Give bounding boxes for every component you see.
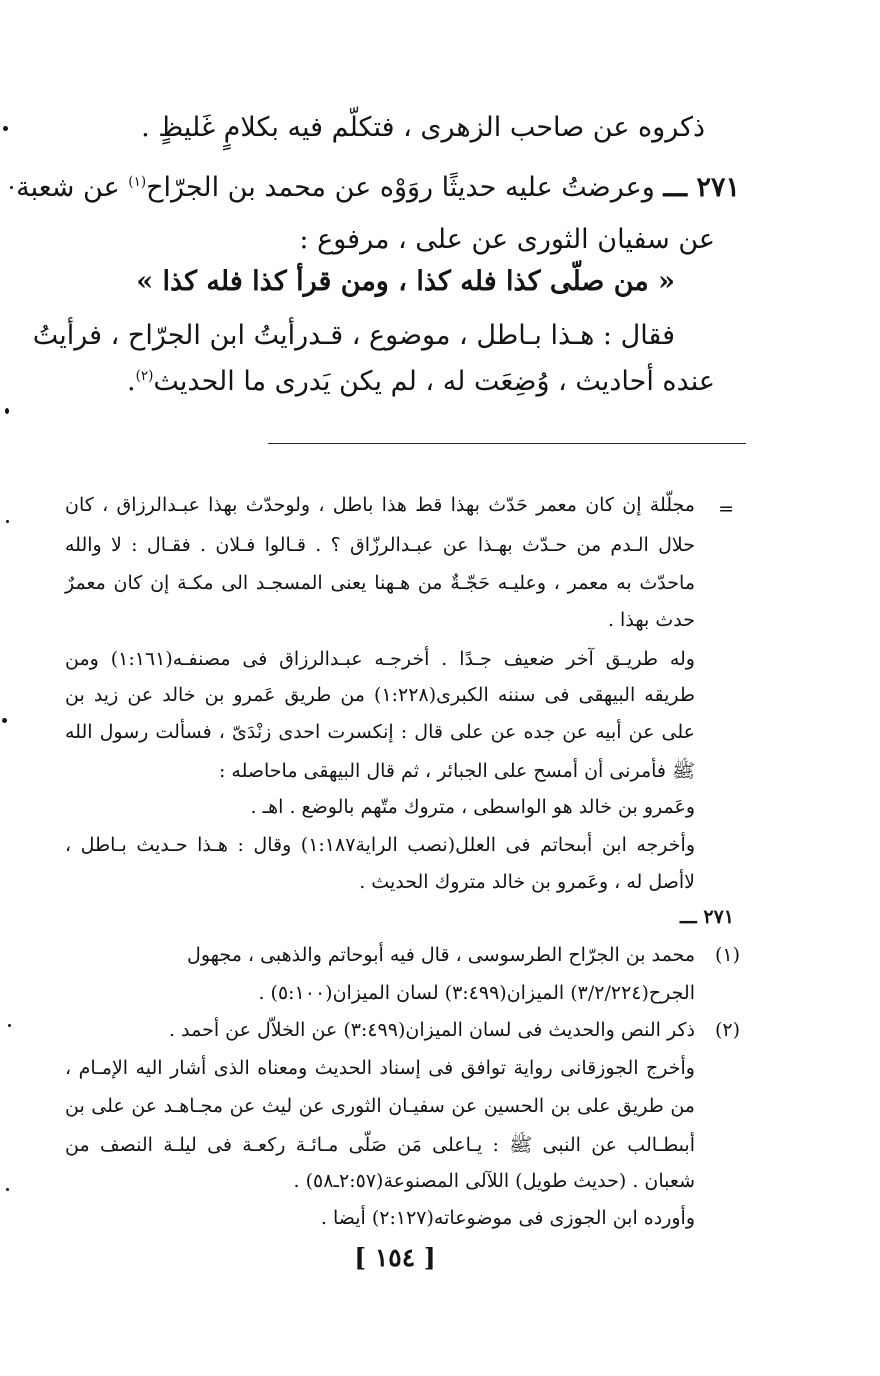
note-2-line-2: وأخرج الجوزقانى رواية توافق فى إسناد الحديث ومعناه الذى أشار اليه الإمـام ، — [65, 1057, 695, 1079]
page-number: [ ١٥٤ ] — [354, 1243, 436, 1272]
fn-para2-line-1: وله طريـق آخر ضعيف جـدًا . أخرجـه عبـدالرزاق فى مصنفـه(١:١٦١) ومن — [65, 648, 695, 670]
note-2-number: (٢) — [714, 1019, 740, 1041]
main-line-2 — [16, 172, 740, 203]
main-line-1: ذكروه عن صاحب الزهرى ، فتكلّم فيه بكلامٍ غَليظٍ . — [141, 112, 705, 143]
scan-speck — [6, 1188, 9, 1191]
note-1-line-2: الجرح(٣/٢/٢٢٤) الميزان(٣:٤٩٩) لسان الميزان(٥:١٠٠) . — [258, 982, 695, 1004]
note-2-line-4: أبىطـالب عن النبى ﷺ : يـاعلى مَن صَلّى مـائـة ركعـة فى ليلـة النصف من — [65, 1134, 695, 1156]
fn-para2-line-7: لاأصل له ، وعَمرو بن خالد متروك الحديث . — [359, 871, 695, 893]
scan-speck — [6, 520, 9, 523]
footnote-separator — [268, 443, 746, 444]
fn-para2-line-2: طريقه البيهقى فى سننه الكبرى(١:٢٢٨) من طريق عَمرو بن خالد عن زيد بن — [65, 684, 695, 706]
fn-cont-line-2: حلال الـدم من حـدّث بهـذا عن عبـدالرزّاق ؟ . قـالوا فـلان . فقـال : لا والله — [65, 534, 695, 556]
note-2-line-1: ذكر النص والحديث فى لسان الميزان(٣:٤٩٩) عن الخلاّل عن أحمد . — [169, 1019, 695, 1041]
hadith-quote: « من صلّى كذا فله كذا ، ومن قرأ كذا فله كذا » — [136, 266, 675, 297]
continuation-marker: = — [718, 498, 734, 520]
fn-para2-line-4: ﷺ فأمرنى أن أمسح على الجبائر ، ثم قال البيهقى ماحاصله : — [218, 760, 695, 782]
scan-speck — [8, 1024, 11, 1027]
scan-speck — [10, 186, 13, 189]
footnote-section-label: ٢٧١ ـــ — [680, 906, 734, 928]
scan-speck — [3, 126, 8, 131]
note-2-line-3: من طريق على بن الحسين عن سفيـان الثورى عن ليث عن مجـاهـد عن على بن — [65, 1095, 695, 1117]
closing-text: عنده أحاديث ، وُضِعَت له ، لم يكن يَدرى ما الحديث — [153, 366, 715, 397]
entry-text-end: عن شعبة — [16, 172, 120, 203]
footnote-ref-1[interactable]: (١) — [128, 174, 147, 190]
main-line-3: عن سفيان الثورى عن على ، مرفوع : — [299, 224, 715, 255]
fn-cont-line-1: مجلّلة إن كان معمر حَدّث بهذا قط هذا باطل ، ولوحدّث بهذا عبـدالرزاق ، كان — [65, 494, 695, 516]
scan-speck — [2, 718, 7, 723]
fn-cont-line-3: ماحدّث به معمر ، وعليـه حَجّـةٌ من هـهنا يعنى المسجـد الى مكـة إن كان معمرٌ — [65, 572, 695, 594]
entry-text: وعرضتُ عليه حديثًا روَوْه عن محمد بن الجرّاح — [146, 172, 655, 203]
fn-para2-line-3: على عن أبيه عن جده عن على قال : إنكسرت احدى زنْدَىّ ، فسألت رسول الله — [65, 721, 695, 743]
scan-speck — [5, 408, 9, 414]
fn-cont-line-4: حدث بهذا . — [607, 609, 695, 631]
note-2-line-6: وأورده ابن الجوزى فى موضوعاته(٢:١٢٧) أيضا . — [320, 1207, 695, 1229]
fn-para2-line-6: وأخرجه ابن أبىحاتم فى العلل(نصب الراية١:١٨٧) وقال : هـذا حـديث بـاطل ، — [65, 834, 695, 856]
main-line-6 — [126, 366, 715, 397]
note-1-line-1: محمد بن الجرّاح الطرسوسى ، قال فيه أبوحاتم والذهبى ، مجهول — [187, 944, 695, 966]
footnote-ref-2[interactable]: (٢) — [135, 368, 154, 384]
note-2-line-5: شعبان . (حديث طويل) اللآلى المصنوعة(٢:٥٧ـ٥٨) . — [293, 1170, 695, 1192]
note-1-number: (١) — [714, 944, 740, 966]
fn-para2-line-5: وعَمرو بن خالد هو الواسطى ، متروك متّهم بالوضع . اهـ . — [250, 796, 695, 818]
entry-number: ٢٧١ ـــ — [663, 172, 740, 203]
closing-period: . — [126, 366, 136, 397]
main-line-5: فقال : هـذا بـاطل ، موضوع ، قـدرأيتُ ابن الجرّاح ، فرأيتُ — [32, 320, 675, 351]
